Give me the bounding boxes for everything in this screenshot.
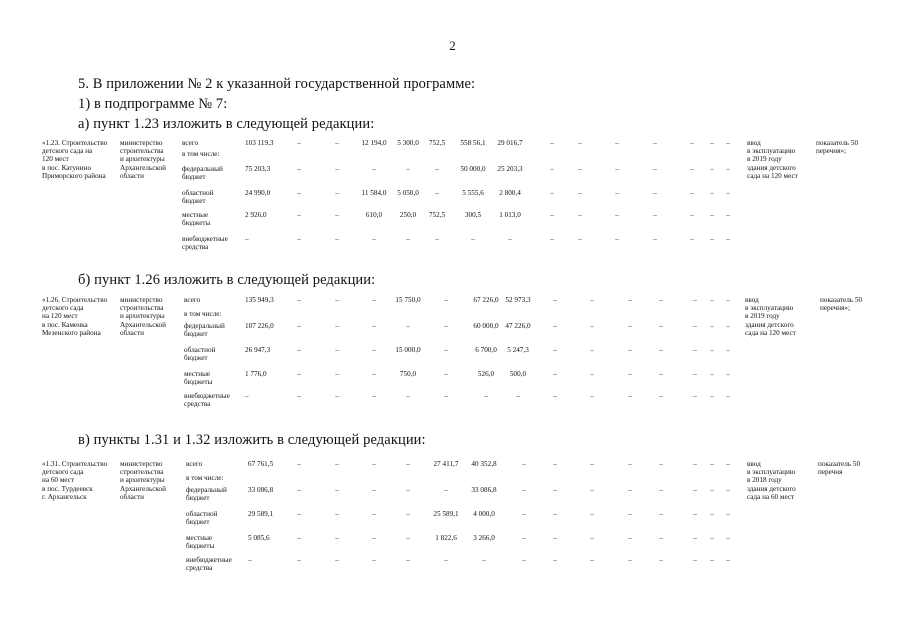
year-amount-cell: – [444, 486, 448, 494]
year-amount-cell: – [372, 556, 376, 564]
year-amount-cell: – [710, 322, 714, 330]
year-amount-cell: – [550, 189, 554, 197]
expected-result: ввод в эксплуатацию в 2018 году здания детского сада на 60 мест [747, 460, 796, 501]
year-amount-cell: – [578, 235, 582, 243]
funding-source-label: в том числе: [184, 310, 222, 318]
year-amount-cell: – [435, 235, 439, 243]
year-amount-cell: – [628, 296, 632, 304]
year-amount-cell: 300,5 [464, 211, 482, 219]
year-amount-cell: – [406, 235, 410, 243]
funding-source-label: внебюджетные средства [186, 556, 232, 573]
year-amount-cell: – [693, 486, 697, 494]
target-indicator: показатель 50 перечня»; [816, 139, 859, 156]
year-amount-cell: – [297, 534, 301, 542]
year-amount-cell: – [553, 556, 557, 564]
year-amount-cell: – [522, 460, 526, 468]
table-row [0, 392, 905, 412]
year-amount-cell: – [710, 392, 714, 400]
year-amount-cell: – [516, 392, 520, 400]
table-row [0, 322, 905, 342]
year-amount-cell: 5 050,0 [397, 189, 419, 197]
table-row [0, 235, 905, 255]
year-amount-cell: 47 226,0 [505, 322, 531, 330]
year-amount-cell: – [406, 534, 410, 542]
page-number: 2 [449, 38, 456, 53]
year-amount-cell: – [710, 460, 714, 468]
year-amount-cell: – [372, 296, 376, 304]
year-amount-cell: – [372, 235, 376, 243]
year-amount-cell: – [372, 534, 376, 542]
year-amount-cell: – [628, 510, 632, 518]
funding-source-label: всего [184, 296, 201, 304]
year-amount-cell: – [335, 139, 339, 147]
year-amount-cell: – [726, 486, 730, 494]
year-amount-cell: 3 266,0 [473, 534, 495, 542]
year-amount-cell: – [590, 346, 594, 354]
table-row [0, 370, 905, 390]
year-amount-cell: 558 56,1 [460, 139, 486, 147]
executor: министерство строительства и архитектуры Архангельской области [120, 296, 166, 337]
year-amount-cell: – [659, 370, 663, 378]
year-amount-cell: – [553, 486, 557, 494]
year-amount-cell: 12 194,0 [361, 139, 387, 147]
year-amount-cell: – [710, 139, 714, 147]
year-amount-cell: – [297, 139, 301, 147]
year-amount-cell: – [653, 139, 657, 147]
year-amount-cell: – [578, 211, 582, 219]
year-amount-cell: – [653, 235, 657, 243]
year-amount-cell: – [335, 534, 339, 542]
year-amount-cell: – [710, 534, 714, 542]
year-amount-cell: – [444, 346, 448, 354]
year-amount-cell: – [690, 189, 694, 197]
year-amount-cell: – [615, 189, 619, 197]
funding-source-label: областной бюджет [184, 346, 216, 363]
year-amount-cell: – [522, 510, 526, 518]
paragraph-heading-v: в) пункты 1.31 и 1.32 изложить в следующей редакции: [78, 432, 426, 448]
year-amount-cell: – [690, 165, 694, 173]
year-amount-cell: 67 226,0 [473, 296, 499, 304]
year-amount-cell: – [372, 322, 376, 330]
year-amount-cell: – [653, 165, 657, 173]
year-amount-cell: – [693, 296, 697, 304]
year-amount-cell: – [653, 189, 657, 197]
table-row [0, 556, 905, 576]
year-amount-cell: – [553, 460, 557, 468]
total-amount-cell: – [245, 392, 249, 400]
year-amount-cell: – [590, 460, 594, 468]
year-amount-cell: – [710, 556, 714, 564]
year-amount-cell: – [710, 346, 714, 354]
year-amount-cell: – [471, 235, 475, 243]
year-amount-cell: – [693, 460, 697, 468]
total-amount-cell: 67 761,5 [248, 460, 274, 468]
year-amount-cell: 752,5 [428, 139, 446, 147]
table-row [0, 165, 905, 185]
year-amount-cell: – [690, 235, 694, 243]
funding-source-label: федеральный бюджет [186, 486, 227, 503]
year-amount-cell: – [444, 370, 448, 378]
year-amount-cell: – [726, 139, 730, 147]
year-amount-cell: – [335, 322, 339, 330]
year-amount-cell: 60 000,0 [473, 322, 499, 330]
table-row [0, 346, 905, 366]
year-amount-cell: – [297, 486, 301, 494]
year-amount-cell: – [590, 534, 594, 542]
year-amount-cell: – [508, 235, 512, 243]
year-amount-cell: – [726, 392, 730, 400]
year-amount-cell: – [297, 510, 301, 518]
year-amount-cell: – [372, 392, 376, 400]
table-row [0, 211, 905, 231]
year-amount-cell: – [726, 534, 730, 542]
year-amount-cell: – [550, 235, 554, 243]
funding-source-label: местные бюджеты [182, 211, 211, 228]
table-row [0, 189, 905, 209]
year-amount-cell: 50 000,0 [460, 165, 486, 173]
year-amount-cell: – [659, 460, 663, 468]
year-amount-cell: – [710, 189, 714, 197]
year-amount-cell: – [335, 346, 339, 354]
year-amount-cell: 27 411,7 [433, 460, 459, 468]
funding-source-label: областной бюджет [186, 510, 218, 527]
year-amount-cell: 25 203,3 [497, 165, 523, 173]
year-amount-cell: – [553, 296, 557, 304]
year-amount-cell: – [628, 346, 632, 354]
year-amount-cell: – [710, 211, 714, 219]
year-amount-cell: – [522, 534, 526, 542]
year-amount-cell: – [659, 322, 663, 330]
item-description: «1.26. Строительство детского сада на 120 мест в пос. Каменка Мезенского района [42, 296, 108, 337]
year-amount-cell: – [406, 556, 410, 564]
year-amount-cell: – [726, 460, 730, 468]
funding-source-label: федеральный бюджет [182, 165, 223, 182]
executor: министерство строительства и архитектуры Архангельской области [120, 460, 166, 501]
funding-source-label: областной бюджет [182, 189, 214, 206]
year-amount-cell: – [444, 556, 448, 564]
year-amount-cell: – [578, 165, 582, 173]
year-amount-cell: – [335, 460, 339, 468]
year-amount-cell: – [406, 322, 410, 330]
year-amount-cell: – [335, 296, 339, 304]
total-amount-cell: 103 119,3 [245, 139, 274, 147]
year-amount-cell: – [335, 235, 339, 243]
year-amount-cell: 29 016,7 [497, 139, 523, 147]
year-amount-cell: 6 700,0 [475, 346, 497, 354]
year-amount-cell: – [406, 486, 410, 494]
year-amount-cell: – [553, 370, 557, 378]
year-amount-cell: – [710, 235, 714, 243]
target-indicator: показатель 50 перечня»; [820, 296, 863, 313]
executor: министерство строительства и архитектуры Архангельской области [120, 139, 166, 180]
year-amount-cell: – [550, 211, 554, 219]
year-amount-cell: 500,0 [509, 370, 527, 378]
funding-source-label: всего [186, 460, 203, 468]
year-amount-cell: – [435, 165, 439, 173]
paragraph-heading-b: б) пункт 1.26 изложить в следующей редакции: [78, 272, 376, 288]
funding-source-label: внебюджетные средства [184, 392, 230, 409]
total-amount-cell: 107 226,0 [245, 322, 274, 330]
year-amount-cell: – [335, 556, 339, 564]
year-amount-cell: 33 086,8 [471, 486, 497, 494]
year-amount-cell: – [726, 235, 730, 243]
total-amount-cell: 75 203,3 [245, 165, 271, 173]
year-amount-cell: 5 300,0 [397, 139, 419, 147]
year-amount-cell: 2 800,4 [499, 189, 521, 197]
year-amount-cell: – [590, 510, 594, 518]
year-amount-cell: – [628, 486, 632, 494]
funding-source-label: местные бюджеты [186, 534, 215, 551]
year-amount-cell: – [297, 392, 301, 400]
target-indicator: показатель 50 перечня [818, 460, 861, 477]
table-row [0, 510, 905, 530]
year-amount-cell: – [435, 189, 439, 197]
year-amount-cell: 5 247,3 [507, 346, 529, 354]
year-amount-cell: 250,0 [399, 211, 417, 219]
year-amount-cell: – [297, 211, 301, 219]
year-amount-cell: – [335, 392, 339, 400]
year-amount-cell: – [628, 392, 632, 400]
year-amount-cell: – [335, 510, 339, 518]
year-amount-cell: – [615, 211, 619, 219]
year-amount-cell: – [659, 296, 663, 304]
year-amount-cell: – [297, 556, 301, 564]
year-amount-cell: – [444, 392, 448, 400]
year-amount-cell: – [628, 322, 632, 330]
year-amount-cell: 1 822,6 [435, 534, 457, 542]
year-amount-cell: – [710, 296, 714, 304]
year-amount-cell: – [372, 370, 376, 378]
year-amount-cell: – [710, 510, 714, 518]
year-amount-cell: – [335, 189, 339, 197]
year-amount-cell: – [578, 189, 582, 197]
year-amount-cell: 750,0 [399, 370, 417, 378]
year-amount-cell: – [659, 556, 663, 564]
year-amount-cell: – [693, 370, 697, 378]
funding-source-label: внебюджетные средства [182, 235, 228, 252]
year-amount-cell: – [710, 165, 714, 173]
total-amount-cell: 1 776,0 [245, 370, 267, 378]
total-amount-cell: 26 947,3 [245, 346, 271, 354]
year-amount-cell: – [372, 460, 376, 468]
funding-source-label: в том числе: [186, 474, 224, 482]
year-amount-cell: – [297, 165, 301, 173]
paragraph-heading-a: а) пункт 1.23 изложить в следующей редакции: [78, 116, 375, 132]
year-amount-cell: 4 000,0 [473, 510, 495, 518]
year-amount-cell: – [297, 370, 301, 378]
year-amount-cell: – [484, 392, 488, 400]
item-description: «1.31. Строительство детского сада на 60 мест в пос. Турдеевск г. Архангельск [42, 460, 108, 501]
year-amount-cell: – [726, 370, 730, 378]
year-amount-cell: – [553, 322, 557, 330]
total-amount-cell: 33 086,8 [248, 486, 274, 494]
year-amount-cell: – [628, 460, 632, 468]
total-amount-cell: 2 926,0 [245, 211, 267, 219]
table-row [0, 534, 905, 554]
year-amount-cell: – [693, 556, 697, 564]
year-amount-cell: – [726, 322, 730, 330]
funding-source-label: всего [182, 139, 199, 147]
year-amount-cell: – [690, 139, 694, 147]
table-row [0, 486, 905, 506]
year-amount-cell: – [550, 165, 554, 173]
year-amount-cell: – [659, 534, 663, 542]
year-amount-cell: – [628, 534, 632, 542]
subsection-heading: 1) в подпрограмме № 7: [78, 96, 228, 112]
expected-result: ввод в эксплуатацию в 2019 году здания детского сада на 120 мест [745, 296, 796, 337]
year-amount-cell: – [522, 486, 526, 494]
year-amount-cell: – [335, 165, 339, 173]
year-amount-cell: 15 000,0 [395, 346, 421, 354]
year-amount-cell: – [590, 392, 594, 400]
year-amount-cell: – [297, 189, 301, 197]
total-amount-cell: 29 589,1 [248, 510, 274, 518]
year-amount-cell: – [482, 556, 486, 564]
year-amount-cell: – [372, 346, 376, 354]
year-amount-cell: – [693, 346, 697, 354]
year-amount-cell: – [693, 392, 697, 400]
year-amount-cell: – [335, 211, 339, 219]
total-amount-cell: 24 990,0 [245, 189, 271, 197]
year-amount-cell: – [628, 556, 632, 564]
year-amount-cell: 52 973,3 [505, 296, 531, 304]
year-amount-cell: 11 584,0 [361, 189, 387, 197]
funding-source-label: местные бюджеты [184, 370, 213, 387]
year-amount-cell: – [553, 392, 557, 400]
year-amount-cell: – [726, 211, 730, 219]
year-amount-cell: – [590, 486, 594, 494]
year-amount-cell: – [335, 486, 339, 494]
year-amount-cell: – [522, 556, 526, 564]
year-amount-cell: – [615, 165, 619, 173]
total-amount-cell: – [245, 235, 249, 243]
expected-result: ввод в эксплуатацию в 2019 году здания детского сада на 120 мест [747, 139, 798, 180]
year-amount-cell: – [444, 296, 448, 304]
year-amount-cell: – [690, 211, 694, 219]
year-amount-cell: – [335, 370, 339, 378]
year-amount-cell: – [297, 460, 301, 468]
year-amount-cell: – [659, 510, 663, 518]
year-amount-cell: 1 013,0 [499, 211, 521, 219]
year-amount-cell: – [726, 556, 730, 564]
year-amount-cell: – [297, 322, 301, 330]
year-amount-cell: – [406, 165, 410, 173]
item-description: «1.23. Строительство детского сада на 120 мест в пос. Катунино Приморского района [42, 139, 108, 180]
year-amount-cell: – [553, 510, 557, 518]
year-amount-cell: – [297, 235, 301, 243]
year-amount-cell: – [726, 510, 730, 518]
year-amount-cell: – [615, 139, 619, 147]
year-amount-cell: – [297, 296, 301, 304]
year-amount-cell: – [693, 510, 697, 518]
year-amount-cell: – [615, 235, 619, 243]
year-amount-cell: 25 589,1 [433, 510, 459, 518]
year-amount-cell: – [372, 486, 376, 494]
year-amount-cell: – [406, 510, 410, 518]
year-amount-cell: – [590, 556, 594, 564]
year-amount-cell: – [590, 322, 594, 330]
year-amount-cell: – [628, 370, 632, 378]
year-amount-cell: – [659, 346, 663, 354]
year-amount-cell: – [726, 296, 730, 304]
year-amount-cell: – [726, 165, 730, 173]
year-amount-cell: 5 555,6 [462, 189, 484, 197]
year-amount-cell: – [710, 370, 714, 378]
year-amount-cell: – [659, 392, 663, 400]
year-amount-cell: 752,5 [428, 211, 446, 219]
year-amount-cell: – [659, 486, 663, 494]
section-heading: 5. В приложении № 2 к указанной государственной программе: [78, 76, 476, 92]
year-amount-cell: – [372, 165, 376, 173]
year-amount-cell: – [693, 534, 697, 542]
funding-source-label: федеральный бюджет [184, 322, 225, 339]
year-amount-cell: – [553, 346, 557, 354]
year-amount-cell: – [726, 189, 730, 197]
year-amount-cell: – [590, 370, 594, 378]
year-amount-cell: 40 352,8 [471, 460, 497, 468]
funding-source-label: в том числе: [182, 150, 220, 158]
year-amount-cell: 526,0 [477, 370, 495, 378]
year-amount-cell: – [372, 510, 376, 518]
year-amount-cell: – [406, 460, 410, 468]
year-amount-cell: – [406, 392, 410, 400]
year-amount-cell: – [553, 534, 557, 542]
year-amount-cell: – [653, 211, 657, 219]
year-amount-cell: – [578, 139, 582, 147]
year-amount-cell: – [550, 139, 554, 147]
year-amount-cell: – [444, 322, 448, 330]
total-amount-cell: – [248, 556, 252, 564]
year-amount-cell: – [590, 296, 594, 304]
total-amount-cell: 135 949,3 [245, 296, 274, 304]
year-amount-cell: – [297, 346, 301, 354]
year-amount-cell: 15 750,0 [395, 296, 421, 304]
year-amount-cell: – [710, 486, 714, 494]
total-amount-cell: 5 085,6 [248, 534, 270, 542]
year-amount-cell: – [693, 322, 697, 330]
year-amount-cell: 610,0 [365, 211, 383, 219]
year-amount-cell: – [726, 346, 730, 354]
